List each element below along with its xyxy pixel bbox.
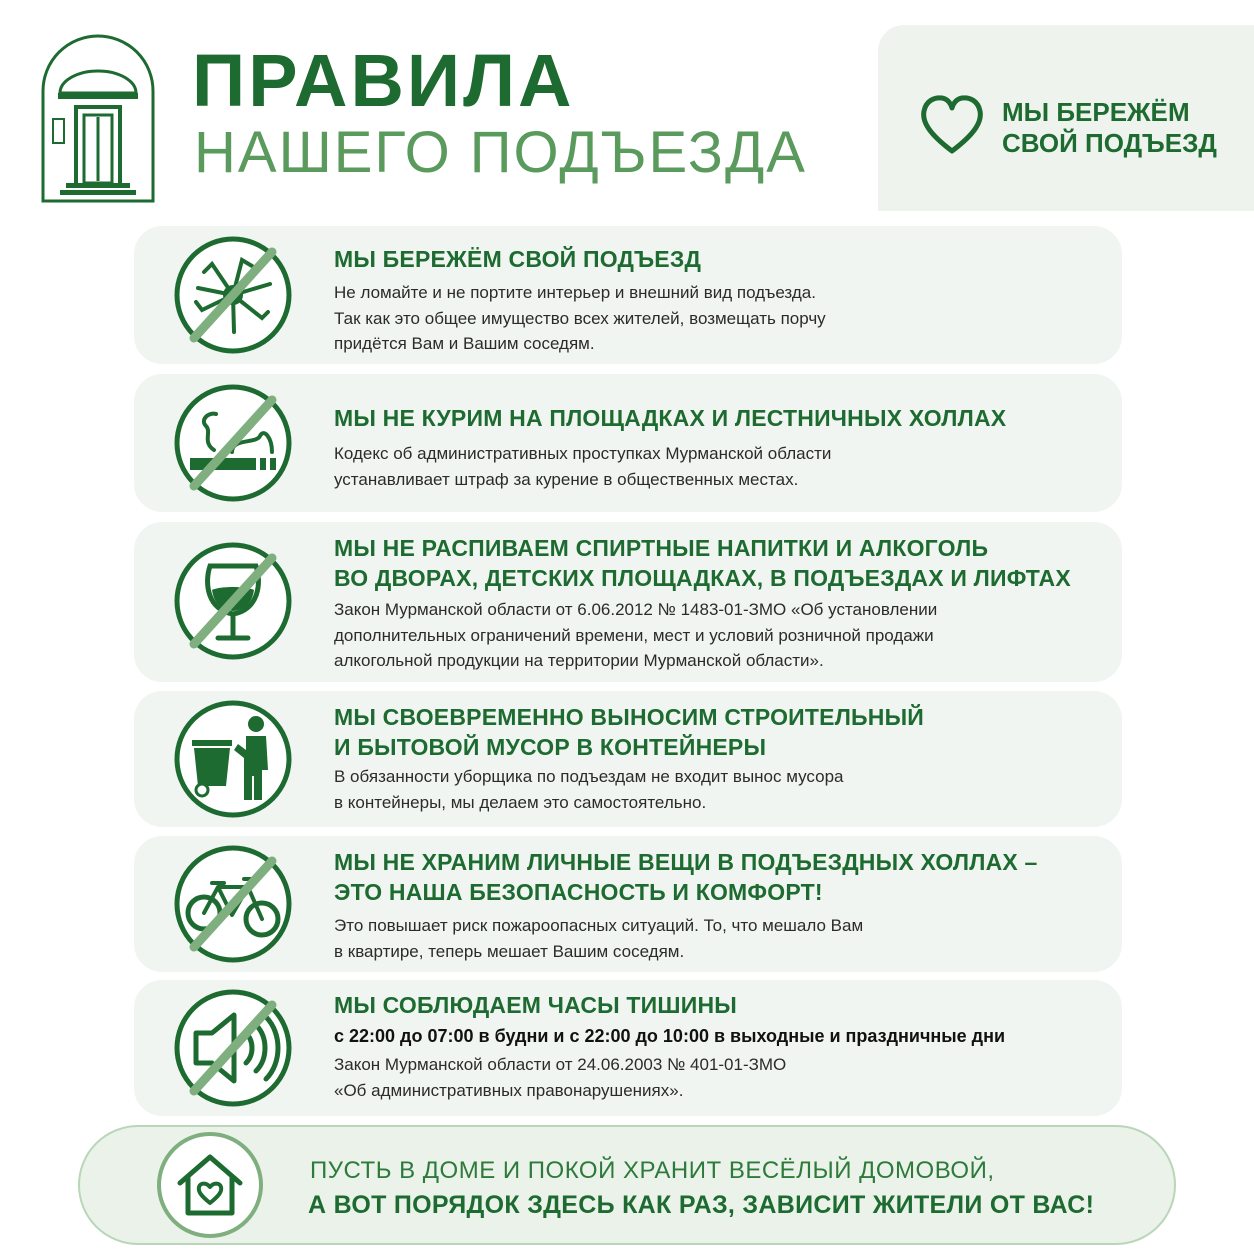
rule-text: Не ломайте и не портите интерьер и внешний вид подъезда. <box>334 283 816 302</box>
rule-body <box>334 847 1092 964</box>
footer-text-line1: ПУСТЬ В ДОМЕ И ПОКОЙ ХРАНИТ ВЕСЁЛЫЙ ДОМОВОЙ, <box>310 1157 995 1184</box>
rule-body <box>334 702 1092 815</box>
quiet-hours-text: с 22:00 до 07:00 в будни и с 22:00 до 10:00 в выходные и праздничные дни <box>334 1026 1006 1046</box>
rule-card-alcohol <box>134 522 1122 682</box>
rule-card-smoking <box>134 374 1122 512</box>
trash-disposal-icon <box>172 698 294 820</box>
footer-text-line2: А ВОТ ПОРЯДОК ЗДЕСЬ КАК РАЗ, ЗАВИСИТ ЖИТЕЛИ ОТ ВАС! <box>308 1191 1095 1219</box>
no-alcohol-icon <box>172 540 294 662</box>
house-heart-icon <box>156 1131 264 1239</box>
page-subtitle: НАШЕГО ПОДЪЕЗДА <box>194 120 807 185</box>
rule-body <box>334 990 1092 1103</box>
rule-title: МЫ НЕ ХРАНИМ ЛИЧНЫЕ ВЕЩИ В ПОДЪЕЗДНЫХ ХОЛЛАХ – <box>334 849 1038 875</box>
rule-card-silence <box>134 980 1122 1116</box>
rule-title: И БЫТОВОЙ МУСОР В КОНТЕЙНЕРЫ <box>334 734 767 760</box>
rule-text: алкогольной продукции на территории Мурманской области». <box>334 651 824 670</box>
entrance-door-logo-icon <box>40 33 156 203</box>
rule-text: Кодекс об административных проступках Мурманской области <box>334 444 832 463</box>
rule-title: ЭТО НАША БЕЗОПАСНОСТЬ И КОМФОРТ! <box>334 879 823 905</box>
badge-text: МЫ БЕРЕЖЁМ СВОЙ ПОДЪЕЗД <box>1002 97 1217 158</box>
rule-body <box>334 403 1092 492</box>
rule-card-care <box>134 226 1122 364</box>
rule-text: Это повышает риск пожароопасных ситуаций. То, что мешало Вам <box>334 916 864 935</box>
rule-text: Закон Мурманской области от 6.06.2012 № 1483-01-ЗМО «Об установлении <box>334 600 938 619</box>
rule-card-trash <box>134 691 1122 827</box>
rule-text: «Об административных правонарушениях». <box>334 1080 684 1100</box>
rule-text: в квартире, теперь мешает Вашим соседям. <box>334 941 685 961</box>
no-smoking-icon <box>172 382 294 504</box>
rule-text: Так как это общее имущество всех жителей, возмещать порчу <box>334 308 826 328</box>
no-bicycle-icon <box>172 843 294 965</box>
no-noise-icon <box>172 987 294 1109</box>
rule-text: устанавливает штраф за курение в общественных местах. <box>334 469 799 489</box>
rule-title: МЫ НЕ КУРИМ НА ПЛОЩАДКАХ И ЛЕСТНИЧНЫХ ХОЛЛАХ <box>334 405 1007 431</box>
rule-text: придётся Вам и Вашим соседям. <box>334 334 595 353</box>
rule-title: МЫ БЕРЕЖЁМ СВОЙ ПОДЪЕЗД <box>334 246 702 272</box>
rule-body <box>334 533 1092 674</box>
rule-text: В обязанности уборщика по подъездам не входит вынос мусора <box>334 767 844 786</box>
rule-title: МЫ СОБЛЮДАЕМ ЧАСЫ ТИШИНЫ <box>334 992 737 1018</box>
page-title: ПРАВИЛА <box>192 39 575 122</box>
broken-glass-prohibited-icon <box>172 234 294 356</box>
rule-title: ВО ДВОРАХ, ДЕТСКИХ ПЛОЩАДКАХ, В ПОДЪЕЗДАХ И ЛИФТАХ <box>334 565 1071 591</box>
footer-banner <box>78 1125 1176 1245</box>
slogan-badge <box>878 25 1254 211</box>
rule-text: дополнительных ограничений времени, мест и условий розничной продажи <box>334 625 934 645</box>
rule-title: МЫ СВОЕВРЕМЕННО ВЫНОСИМ СТРОИТЕЛЬНЫЙ <box>334 704 925 730</box>
rule-body <box>334 244 1092 357</box>
rule-title: МЫ НЕ РАСПИВАЕМ СПИРТНЫЕ НАПИТКИ И АЛКОГОЛЬ <box>334 535 989 561</box>
rule-text: Закон Мурманской области от 24.06.2003 № 401-01-ЗМО <box>334 1055 787 1074</box>
rule-text: в контейнеры, мы делаем это самостоятельно. <box>334 792 707 812</box>
heart-icon <box>920 95 984 155</box>
rule-card-belongings <box>134 836 1122 972</box>
